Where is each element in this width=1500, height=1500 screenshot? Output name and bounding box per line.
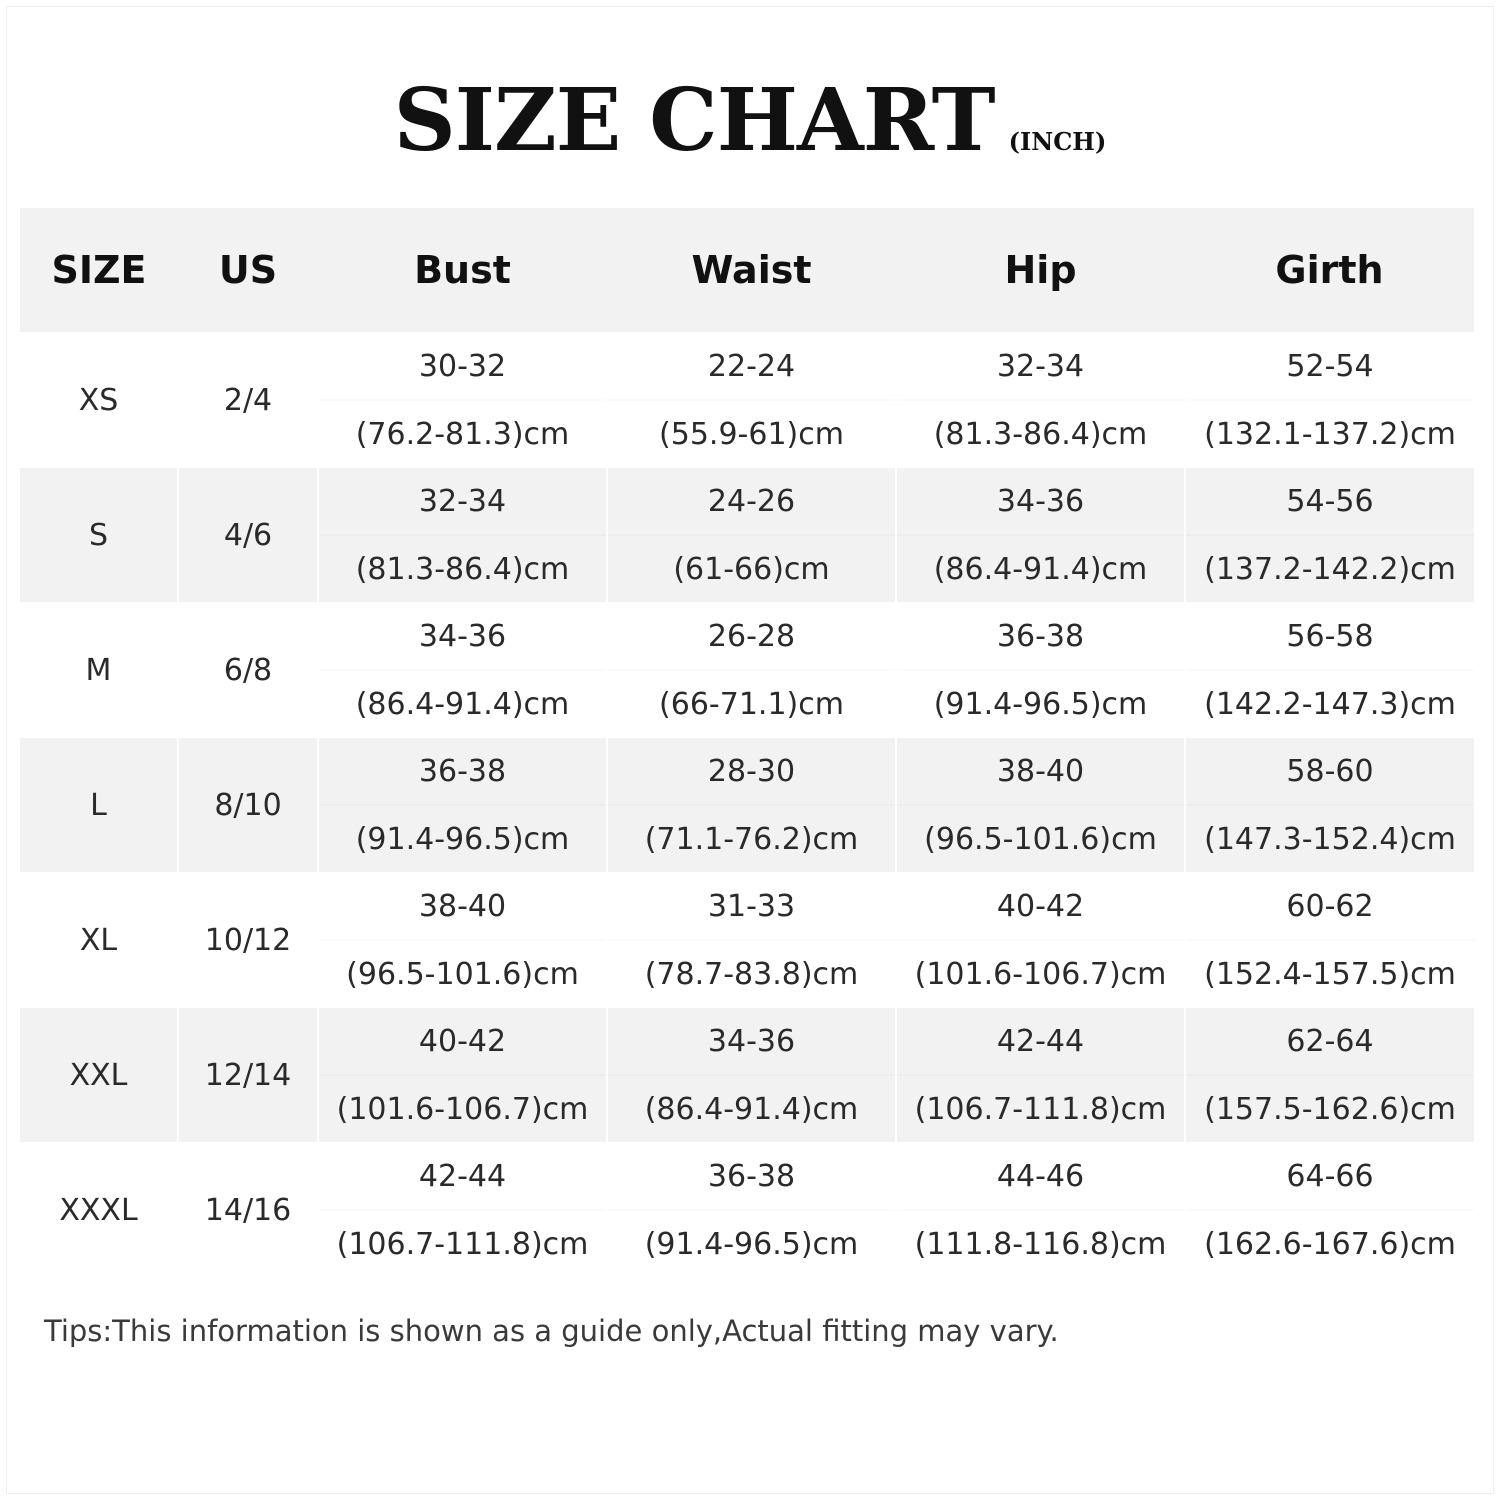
girth-cell: [1185, 333, 1474, 468]
waist-cell: [607, 873, 896, 1008]
waist-inch-value: 36-38: [707, 1158, 796, 1194]
girth-measure: [1186, 333, 1474, 467]
tips-note: Tips:This information is shown as a guide only,Actual fitting may vary.: [44, 1314, 1059, 1348]
girth-cm-value: (132.1-137.2)cm: [1204, 416, 1456, 452]
bust-inch-value: 32-34: [418, 483, 507, 519]
hip-measure: [897, 738, 1184, 872]
size-table-wrapper: [20, 208, 1474, 1277]
waist-measure: [608, 1143, 895, 1277]
size-cell: XS: [20, 333, 178, 468]
waist-cm-value: (91.4-96.5)cm: [644, 1226, 859, 1262]
size-cell: XXL: [20, 1008, 178, 1143]
bust-cell: [318, 603, 607, 738]
hip-inch-value: 38-40: [996, 753, 1085, 789]
girth-inch-value: 54-56: [1286, 483, 1374, 519]
waist-measure: [608, 873, 895, 1007]
girth-measure: [1186, 603, 1474, 737]
hip-inch-value: 36-38: [996, 618, 1085, 654]
table-body: [20, 333, 1474, 1278]
size-cell: M: [20, 603, 178, 738]
size-table: [20, 208, 1474, 1277]
hip-cell: [896, 333, 1185, 468]
bust-cell: [318, 738, 607, 873]
girth-measure: [1186, 738, 1474, 872]
hip-cell: [896, 738, 1185, 873]
us-size-cell: 14/16: [178, 1143, 318, 1278]
hip-measure: [897, 468, 1184, 602]
waist-cell: [607, 603, 896, 738]
hip-measure: [897, 1143, 1184, 1277]
waist-cell: [607, 1008, 896, 1143]
girth-cm-value: (137.2-142.2)cm: [1204, 551, 1456, 587]
hip-cell: [896, 1143, 1185, 1278]
us-size-cell: 10/12: [178, 873, 318, 1008]
hip-measure: [897, 1008, 1184, 1142]
waist-cm-value: (66-71.1)cm: [659, 686, 844, 722]
girth-cm-value: (157.5-162.6)cm: [1204, 1091, 1456, 1127]
us-size-cell: 6/8: [178, 603, 318, 738]
table-header: [20, 208, 1474, 333]
bust-inch-value: 36-38: [418, 753, 507, 789]
hip-cm-value: (96.5-101.6)cm: [924, 821, 1157, 857]
girth-cell: [1185, 738, 1474, 873]
table-row: [20, 468, 1474, 603]
girth-inch-value: 62-64: [1286, 1023, 1374, 1059]
waist-measure: [608, 468, 895, 602]
hip-measure: [897, 873, 1184, 1007]
bust-cell: [318, 333, 607, 468]
chart-title: [0, 70, 1500, 171]
bust-measure: [319, 603, 606, 737]
girth-cm-value: (152.4-157.5)cm: [1204, 956, 1456, 992]
waist-measure: [608, 603, 895, 737]
hip-cm-value: (81.3-86.4)cm: [933, 416, 1148, 452]
size-cell: L: [20, 738, 178, 873]
title-unit: (INCH): [1008, 127, 1107, 156]
bust-inch-value: 38-40: [418, 888, 507, 924]
size-cell: S: [20, 468, 178, 603]
us-size-cell: 2/4: [178, 333, 318, 468]
girth-cell: [1185, 1008, 1474, 1143]
hip-cm-value: (111.8-116.8)cm: [914, 1226, 1167, 1262]
table-row: [20, 738, 1474, 873]
bust-cell: [318, 873, 607, 1008]
bust-inch-value: 42-44: [418, 1158, 507, 1194]
girth-inch-value: 52-54: [1286, 348, 1374, 384]
hip-inch-value: 34-36: [996, 483, 1085, 519]
girth-inch-value: 64-66: [1286, 1158, 1374, 1194]
waist-cm-value: (71.1-76.2)cm: [644, 821, 859, 857]
girth-cell: [1185, 468, 1474, 603]
us-size-cell: 12/14: [178, 1008, 318, 1143]
bust-cm-value: (86.4-91.4)cm: [355, 686, 570, 722]
bust-inch-value: 30-32: [418, 348, 507, 384]
hip-inch-value: 40-42: [996, 888, 1085, 924]
header-row: [20, 208, 1474, 333]
hip-cell: [896, 603, 1185, 738]
bust-cm-value: (106.7-111.8)cm: [336, 1226, 589, 1262]
bust-measure: [319, 333, 606, 467]
hip-inch-value: 32-34: [996, 348, 1085, 384]
waist-cm-value: (61-66)cm: [673, 551, 830, 587]
hip-inch-value: 42-44: [996, 1023, 1085, 1059]
waist-cm-value: (78.7-83.8)cm: [644, 956, 859, 992]
waist-measure: [608, 1008, 895, 1142]
bust-measure: [319, 1143, 606, 1277]
girth-measure: [1186, 1008, 1474, 1142]
waist-inch-value: 31-33: [707, 888, 796, 924]
girth-cm-value: (147.3-152.4)cm: [1204, 821, 1456, 857]
hip-inch-value: 44-46: [996, 1158, 1085, 1194]
header-girth: Girth: [1185, 208, 1474, 333]
waist-cell: [607, 738, 896, 873]
table-row: [20, 1008, 1474, 1143]
waist-cm-value: (86.4-91.4)cm: [644, 1091, 859, 1127]
hip-cell: [896, 873, 1185, 1008]
hip-cm-value: (91.4-96.5)cm: [933, 686, 1148, 722]
header-size: SIZE: [20, 208, 178, 333]
waist-inch-value: 22-24: [707, 348, 796, 384]
hip-measure: [897, 603, 1184, 737]
bust-cell: [318, 1143, 607, 1278]
table-row: [20, 1143, 1474, 1278]
girth-measure: [1186, 873, 1474, 1007]
table-row: [20, 603, 1474, 738]
waist-measure: [608, 333, 895, 467]
title-main: SIZE CHART: [393, 70, 995, 171]
hip-cm-value: (106.7-111.8)cm: [914, 1091, 1167, 1127]
hip-cell: [896, 468, 1185, 603]
waist-inch-value: 34-36: [707, 1023, 796, 1059]
girth-cell: [1185, 603, 1474, 738]
bust-cm-value: (91.4-96.5)cm: [355, 821, 570, 857]
waist-measure: [608, 738, 895, 872]
waist-cell: [607, 1143, 896, 1278]
waist-inch-value: 26-28: [707, 618, 796, 654]
size-cell: XXXL: [20, 1143, 178, 1278]
bust-cm-value: (76.2-81.3)cm: [355, 416, 570, 452]
bust-measure: [319, 873, 606, 1007]
header-bust: Bust: [318, 208, 607, 333]
table-row: [20, 333, 1474, 468]
girth-inch-value: 60-62: [1286, 888, 1374, 924]
girth-cell: [1185, 1143, 1474, 1278]
waist-cm-value: (55.9-61)cm: [659, 416, 844, 452]
hip-cm-value: (101.6-106.7)cm: [914, 956, 1167, 992]
header-us: US: [178, 208, 318, 333]
waist-cell: [607, 468, 896, 603]
header-waist: Waist: [607, 208, 896, 333]
bust-inch-value: 40-42: [418, 1023, 507, 1059]
table-row: [20, 873, 1474, 1008]
girth-cell: [1185, 873, 1474, 1008]
bust-measure: [319, 468, 606, 602]
size-cell: XL: [20, 873, 178, 1008]
waist-inch-value: 24-26: [707, 483, 796, 519]
bust-cm-value: (96.5-101.6)cm: [346, 956, 579, 992]
girth-cm-value: (162.6-167.6)cm: [1204, 1226, 1456, 1262]
bust-inch-value: 34-36: [418, 618, 507, 654]
bust-cell: [318, 1008, 607, 1143]
waist-inch-value: 28-30: [707, 753, 796, 789]
bust-cell: [318, 468, 607, 603]
hip-cm-value: (86.4-91.4)cm: [933, 551, 1148, 587]
girth-cm-value: (142.2-147.3)cm: [1204, 686, 1456, 722]
waist-cell: [607, 333, 896, 468]
girth-inch-value: 56-58: [1286, 618, 1374, 654]
us-size-cell: 8/10: [178, 738, 318, 873]
girth-inch-value: 58-60: [1286, 753, 1374, 789]
us-size-cell: 4/6: [178, 468, 318, 603]
girth-measure: [1186, 1143, 1474, 1277]
hip-cell: [896, 1008, 1185, 1143]
hip-measure: [897, 333, 1184, 467]
bust-measure: [319, 1008, 606, 1142]
bust-cm-value: (101.6-106.7)cm: [336, 1091, 589, 1127]
bust-measure: [319, 738, 606, 872]
girth-measure: [1186, 468, 1474, 602]
bust-cm-value: (81.3-86.4)cm: [355, 551, 570, 587]
header-hip: Hip: [896, 208, 1185, 333]
